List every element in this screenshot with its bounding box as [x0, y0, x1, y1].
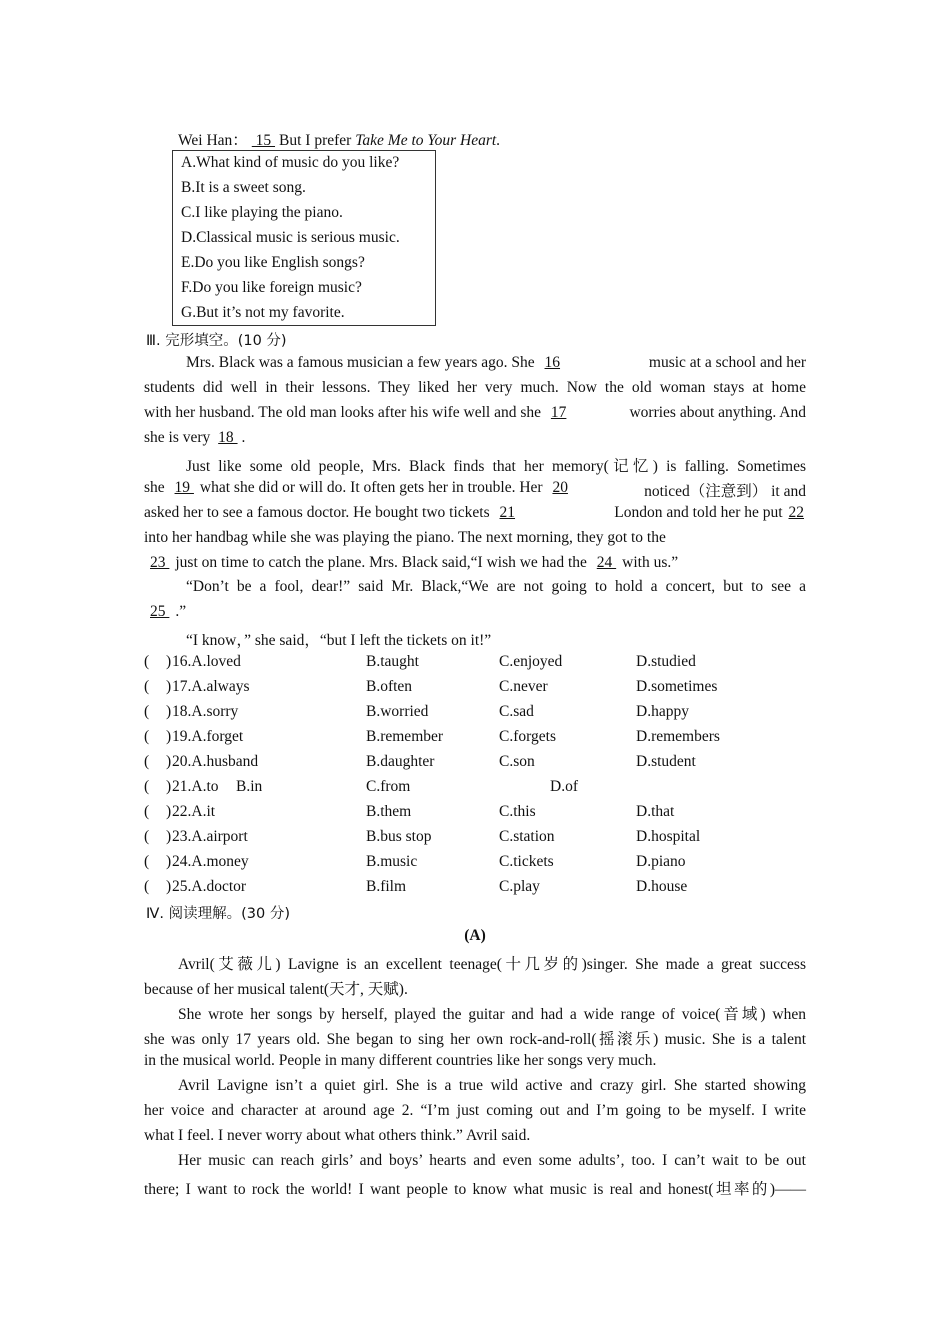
- passage-p3-line1: “Don’t be a fool, dear!” said Mr. Black,“We are not going to hold a concert, but to see a: [186, 578, 806, 595]
- option-b: B.taught: [366, 653, 419, 670]
- passage-p2-line5: 23 just on time to catch the plane. Mrs. Black said,“I wish we had the 24 with us.”: [144, 554, 678, 572]
- option-a: 24.A.money: [172, 853, 249, 870]
- answer-paren-open[interactable]: (: [144, 828, 150, 845]
- passage-p1-line1: Mrs. Black was a famous musician a few years ago. She 16 music at a school and her: [186, 354, 806, 371]
- answer-paren-close: ): [166, 703, 172, 720]
- answer-paren-open[interactable]: (: [144, 878, 150, 895]
- answer-paren-close: ): [166, 803, 172, 820]
- answer-paren-open[interactable]: (: [144, 703, 150, 720]
- option-a: 22.A.it: [172, 803, 216, 820]
- option-d: D.remembers: [636, 728, 720, 745]
- option-f: F.Do you like foreign music?: [181, 279, 362, 296]
- option-c: C.sad: [499, 703, 534, 720]
- answer-paren-close: ): [166, 778, 172, 795]
- option-b: B.bus stop: [366, 828, 432, 845]
- option-a: 21.A.to: [172, 778, 219, 795]
- option-c: C.never: [499, 678, 548, 695]
- option-d: D.happy: [636, 703, 689, 720]
- option-b: B.often: [366, 678, 413, 695]
- option-c: C.station: [499, 828, 555, 845]
- option-a: A.What kind of music do you like?: [181, 154, 400, 171]
- answer-paren-open[interactable]: (: [144, 853, 150, 870]
- answer-paren-close: ): [166, 753, 172, 770]
- section-3-title: Ⅲ. 完形填空。(10 分): [146, 333, 287, 349]
- option-a: 25.A.doctor: [172, 878, 247, 895]
- option-c: C.I like playing the piano.: [181, 204, 343, 221]
- passage-p2-line3: asked her to see a famous doctor. He bought two tickets 21 London and told her he put 22: [144, 504, 804, 521]
- answer-paren-close: ): [166, 653, 172, 670]
- option-c: C.forgets: [499, 728, 556, 745]
- song-title: Take Me to Your Heart: [355, 132, 497, 149]
- option-d: D.student: [636, 753, 696, 770]
- passage-p2-line4: into her handbag while she was playing the piano. The next morning, they got to the: [144, 529, 666, 546]
- answer-paren-close: ): [166, 853, 172, 870]
- blank-21: 21: [499, 504, 516, 521]
- option-c: C.son: [499, 753, 535, 770]
- option-d: D.hospital: [636, 828, 701, 845]
- blank-22: 22: [788, 504, 804, 521]
- reading-p2-line3: in the musical world. People in many different countries like her songs very much.: [144, 1052, 657, 1069]
- option-b: B.music: [366, 853, 418, 870]
- option-b: B.them: [366, 803, 412, 820]
- option-a: 19.A.forget: [172, 728, 244, 745]
- passage-p1-line4: she is very 18 .: [144, 429, 246, 446]
- option-c: C.this: [499, 803, 536, 820]
- passage-p1-line3: with her husband. The old man looks after his wife well and she 17 worries about anything. And: [144, 404, 806, 421]
- option-b: B.remember: [366, 728, 444, 745]
- reading-p3-line2: her voice and character at around age 2. “I’m just coming out and I’m going to be myself. I write: [144, 1102, 806, 1119]
- passage-p3-line2: 25 .”: [144, 603, 186, 621]
- option-a: 23.A.airport: [172, 828, 248, 845]
- blank-18: 18: [218, 429, 238, 446]
- blank-23: 23: [150, 554, 170, 571]
- passage-p2-line1: Just like some old people, Mrs. Black finds that her memory(记忆) is falling. Sometimes: [186, 458, 806, 475]
- option-d: D.sometimes: [636, 678, 718, 695]
- reading-p2-line2: she was only 17 years old. She began to sing her own rock-and-roll(摇滚乐) music. She is a talent: [144, 1031, 806, 1048]
- reading-a-subtitle: (A): [464, 927, 486, 944]
- blank-19: 19: [174, 479, 194, 496]
- option-d: D.Classical music is serious music.: [181, 229, 400, 246]
- option-b: B.It is a sweet song.: [181, 179, 306, 196]
- reading-p1-line1: Avril(艾薇儿) Lavigne is an excellent teenage(十几岁的)singer. She made a great success: [178, 956, 806, 973]
- passage-p1-line2: students did well in their lessons. They liked her very much. Now the old woman stays at home: [144, 379, 806, 396]
- option-e: E.Do you like English songs?: [181, 254, 365, 271]
- reading-p4-line2: there; I want to rock the world! I want people to know what music is real and honest(坦率的)——: [144, 1181, 806, 1198]
- options-box: [172, 150, 436, 326]
- section-4-title: Ⅳ. 阅读理解。(30 分): [146, 906, 290, 922]
- option-b: B.in: [236, 778, 263, 795]
- passage-p2-line2: she 19 what she did or will do. It often gets her in trouble. Her 20 noticed（注意到） it and: [144, 479, 806, 500]
- option-c: C.from: [366, 778, 411, 795]
- option-a: 17.A.always: [172, 678, 250, 695]
- answer-paren-open[interactable]: (: [144, 803, 150, 820]
- blank-16: 16: [544, 354, 561, 371]
- answer-paren-open[interactable]: (: [144, 653, 150, 670]
- option-d: D.house: [636, 878, 688, 895]
- option-d: D.piano: [636, 853, 686, 870]
- answer-paren-open[interactable]: (: [144, 678, 150, 695]
- blank-17: 17: [550, 404, 567, 421]
- answer-paren-close: ): [166, 728, 172, 745]
- blank-15: 15: [251, 132, 276, 149]
- option-b: B.worried: [366, 703, 429, 720]
- speaker: Wei Han：: [178, 132, 248, 149]
- blank-20: 20: [552, 479, 568, 496]
- reading-p3-line1: Avril Lavigne isn’t a quiet girl. She is a true wild active and crazy girl. She started showing: [178, 1077, 806, 1094]
- option-g: G.But it’s not my favorite.: [181, 304, 345, 321]
- passage-p4: “I know，” she said，“but I left the tickets on it!”: [186, 632, 492, 649]
- answer-paren-close: ): [166, 878, 172, 895]
- option-d: D.that: [636, 803, 675, 820]
- blank-24: 24: [596, 554, 617, 571]
- answer-paren-open[interactable]: (: [144, 778, 150, 795]
- answer-paren-close: ): [166, 828, 172, 845]
- reading-p3-line3: what I feel. I never worry about what others think.” Avril said.: [144, 1127, 531, 1144]
- option-c: C.play: [499, 878, 540, 895]
- option-c: C.enjoyed: [499, 653, 563, 670]
- reading-p1-line2: because of her musical talent(天才, 天赋).: [144, 981, 408, 998]
- option-b: B.film: [366, 878, 407, 895]
- option-d: D.of: [550, 778, 578, 795]
- blank-25: 25: [150, 603, 170, 620]
- answer-paren-open[interactable]: (: [144, 728, 150, 745]
- option-c: C.tickets: [499, 853, 554, 870]
- option-a: 16.A.loved: [172, 653, 241, 670]
- dialogue-line: Wei Han： 15 But I prefer Take Me to Your Heart.: [178, 132, 501, 149]
- option-d: D.studied: [636, 653, 696, 670]
- answer-paren-open[interactable]: (: [144, 753, 150, 770]
- option-b: B.daughter: [366, 753, 435, 770]
- option-a: 20.A.husband: [172, 753, 259, 770]
- reading-p4-line1: Her music can reach girls’ and boys’ hearts and even some adults’, too. I can’t wait to be out: [178, 1152, 806, 1169]
- reading-p2-line1: She wrote her songs by herself, played the guitar and had a wide range of voice(音域) when: [178, 1006, 806, 1023]
- answer-paren-close: ): [166, 678, 172, 695]
- option-a: 18.A.sorry: [172, 703, 239, 720]
